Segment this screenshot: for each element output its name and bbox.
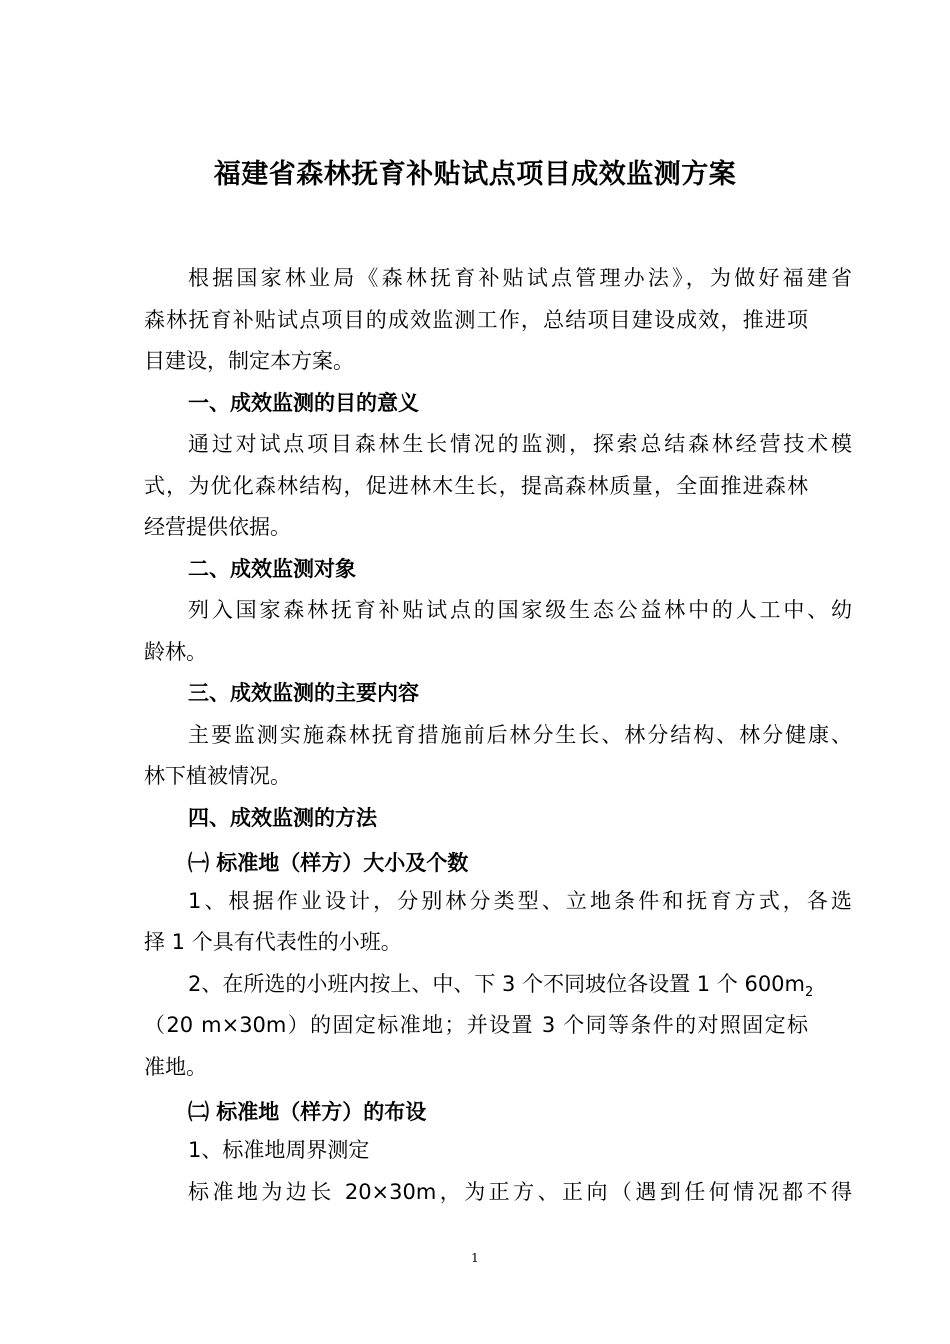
- paragraph-line: 标准地为边长 20×30m，为正方、正向（遇到任何情况都不得: [188, 1180, 852, 1204]
- paragraph-line: 1、标准地周界测定: [188, 1138, 370, 1162]
- line-text: 2、在所选的小班内按上、中、下 3 个不同坡位各设置 1 个 600m: [188, 972, 805, 996]
- page-number: 1: [471, 1251, 479, 1265]
- paragraph-line: 择 1 个具有代表性的小班。: [144, 930, 402, 954]
- section-heading: 二、成效监测对象: [188, 557, 356, 581]
- paragraph-line: 森林抚育补贴试点项目的成效监测工作，总结项目建设成效，推进项: [144, 308, 808, 332]
- paragraph-line: 1、根据作业设计，分别林分类型、立地条件和抚育方式，各选: [188, 889, 852, 913]
- paragraph-line: 通过对试点项目森林生长情况的监测，探索总结森林经营技术模: [188, 432, 852, 456]
- superscript-unit: 2: [805, 985, 814, 1001]
- section-heading: 四、成效监测的方法: [188, 806, 377, 830]
- paragraph-line: （20 m×30m）的固定标准地；并设置 3 个同等条件的对照固定标: [144, 1013, 808, 1037]
- paragraph-line: 主要监测实施森林抚育措施前后林分生长、林分结构、林分健康、: [188, 723, 852, 747]
- paragraph-line: 根据国家林业局《森林抚育补贴试点管理办法》，为做好福建省: [188, 266, 852, 290]
- paragraph-line: 经营提供依据。: [144, 515, 291, 539]
- paragraph-line: 准地。: [144, 1055, 207, 1079]
- paragraph-line: 龄林。: [144, 640, 207, 664]
- subsection-heading: ㈡ 标准地（样方）的布设: [188, 1100, 427, 1124]
- paragraph-line: 目建设，制定本方案。: [144, 349, 354, 373]
- paragraph-line: 列入国家森林抚育补贴试点的国家级生态公益林中的人工中、幼: [188, 598, 852, 622]
- section-heading: 三、成效监测的主要内容: [188, 681, 419, 705]
- section-heading: 一、成效监测的目的意义: [188, 391, 419, 415]
- paragraph-line: [188, 968, 852, 1000]
- paragraph-line: 式，为优化森林结构，促进林木生长，提高森林质量，全面推进森林: [144, 474, 808, 498]
- subsection-heading: ㈠ 标准地（样方）大小及个数: [188, 851, 469, 875]
- document-title: 福建省森林抚育补贴试点项目成效监测方案: [213, 159, 737, 190]
- paragraph-line: 林下植被情况。: [144, 764, 291, 788]
